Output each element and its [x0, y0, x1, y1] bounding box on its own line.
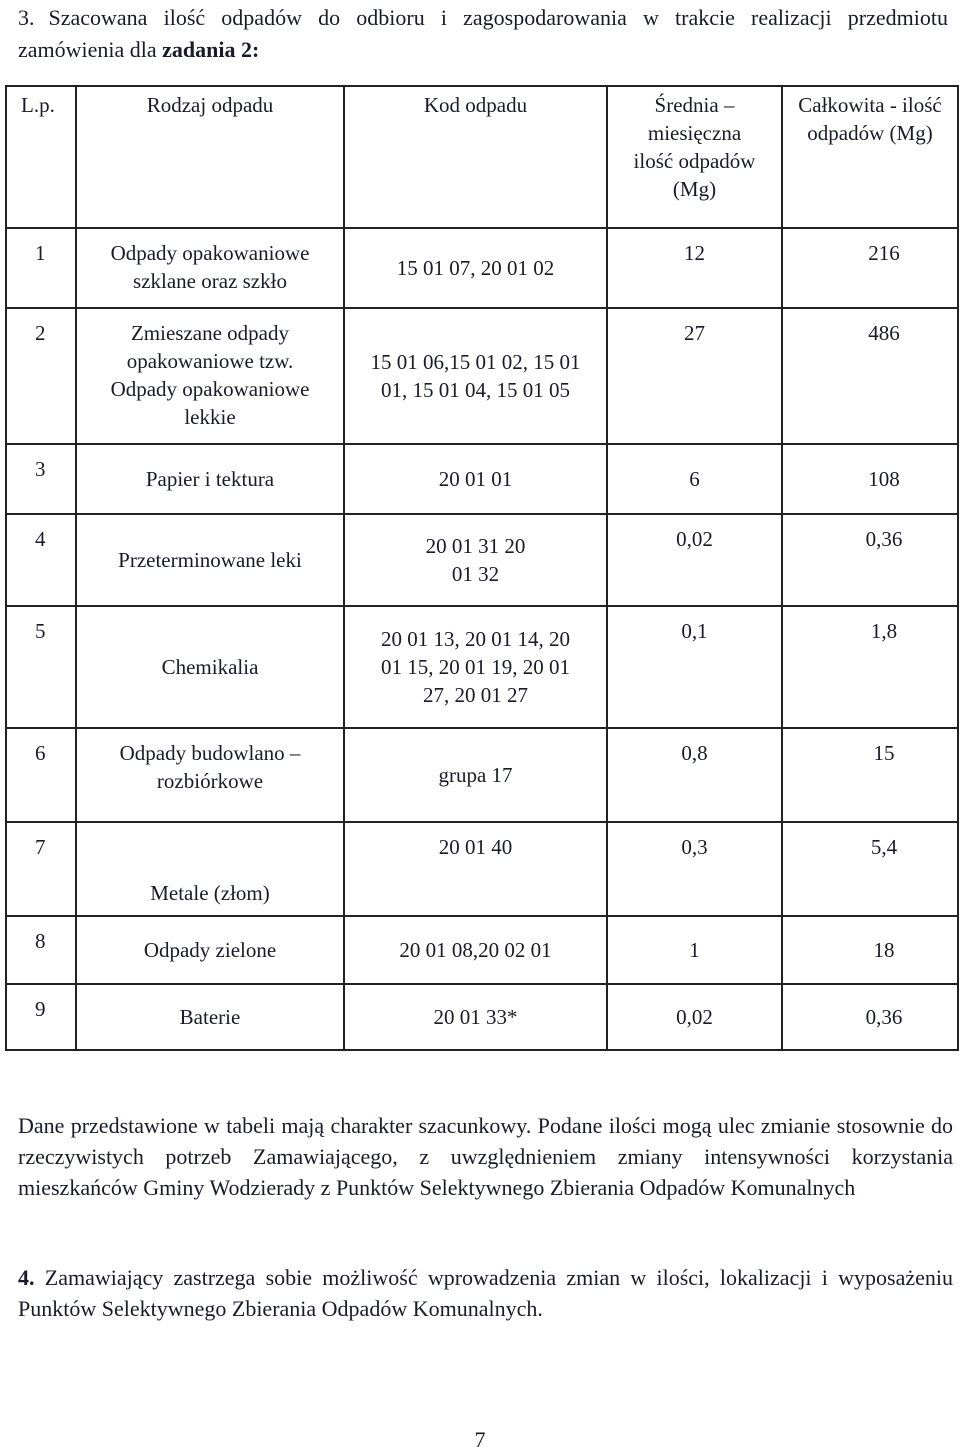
cell-monthly: 6: [607, 444, 782, 514]
header-monthly: Średnia – miesięczna ilość odpadów (Mg): [607, 86, 782, 228]
cell-total: 15: [782, 728, 958, 822]
waste-table: [5, 85, 959, 1051]
cell-lp: 9: [6, 984, 76, 1050]
header-total: Całkowita - ilość odpadów (Mg): [782, 86, 958, 228]
section-number: 3.: [18, 5, 35, 30]
cell-type: Przeterminowane leki: [76, 514, 344, 606]
cell-monthly: 27: [607, 308, 782, 444]
header-lp: L.p.: [6, 86, 76, 228]
cell-type: Papier i tektura: [76, 444, 344, 514]
page-number: 7: [474, 1427, 486, 1452]
cell-lp: 4: [6, 514, 76, 606]
cell-type: Baterie: [76, 984, 344, 1050]
cell-total: 18: [782, 916, 958, 984]
table-header-row: [6, 86, 958, 228]
table-row: [6, 728, 958, 822]
cell-type: Odpady zielone: [76, 916, 344, 984]
cell-code: 20 01 33*: [344, 984, 607, 1050]
cell-monthly: 1: [607, 916, 782, 984]
cell-lp: 6: [6, 728, 76, 822]
cell-lp: 5: [6, 606, 76, 728]
table-row: [6, 444, 958, 514]
cell-code: 20 01 01: [344, 444, 607, 514]
section-4-number: 4.: [18, 1265, 35, 1290]
table-row: [6, 308, 958, 444]
cell-code: 20 01 40: [344, 822, 607, 916]
cell-total: 486: [782, 308, 958, 444]
table-row: [6, 822, 958, 916]
section-title-bold: zadania 2:: [162, 37, 260, 62]
section-heading: [18, 2, 948, 66]
cell-monthly: 0,02: [607, 984, 782, 1050]
table-row: [6, 984, 958, 1050]
header-code: Kod odpadu: [344, 86, 607, 228]
cell-type: Odpady opakowaniowe szklane oraz szkło: [76, 228, 344, 308]
cell-lp: 2: [6, 308, 76, 444]
section-title-text: Szacowana ilość odpadów do odbioru i zagospodarowania w trakcie realizacji przedmiotu zamówienia dla: [18, 5, 948, 62]
table-row: [6, 916, 958, 984]
cell-type: Chemikalia: [76, 606, 344, 728]
cell-total: 108: [782, 444, 958, 514]
cell-code: 15 01 07, 20 01 02: [344, 228, 607, 308]
cell-code: 20 01 08,20 02 01: [344, 916, 607, 984]
section-4: [18, 1262, 953, 1324]
cell-code: 20 01 13, 20 01 14, 20 01 15, 20 01 19, 20 01 27, 20 01 27: [344, 606, 607, 728]
cell-code: 15 01 06,15 01 02, 15 01 01, 15 01 04, 15 01 05: [344, 308, 607, 444]
header-type: Rodzaj odpadu: [76, 86, 344, 228]
cell-code: grupa 17: [344, 728, 607, 822]
table-row: [6, 228, 958, 308]
cell-monthly: 0,3: [607, 822, 782, 916]
cell-total: 0,36: [782, 514, 958, 606]
cell-monthly: 0,02: [607, 514, 782, 606]
estimate-note: Dane przedstawione w tabeli mają charakter szacunkowy. Podane ilości mogą ulec zmianie stosownie do rzeczywistych potrzeb Zamawiającego, z uwzględnieniem zmiany intensywności korzystania mieszkańców Gminy Wodzierady z Punktów Selektywnego Zbierania Odpadów Komunalnych: [18, 1113, 953, 1200]
cell-monthly: 0,1: [607, 606, 782, 728]
cell-monthly: 0,8: [607, 728, 782, 822]
table-row: [6, 606, 958, 728]
cell-total: 5,4: [782, 822, 958, 916]
cell-lp: 1: [6, 228, 76, 308]
cell-monthly: 12: [607, 228, 782, 308]
cell-lp: 7: [6, 822, 76, 916]
section-4-text: Zamawiający zastrzega sobie możliwość wprowadzenia zmian w ilości, lokalizacji i wyposażeniu Punktów Selektywnego Zbierania Odpadów Komunalnych.: [18, 1265, 954, 1321]
cell-total: 0,36: [782, 984, 958, 1050]
cell-lp: 3: [6, 444, 76, 514]
cell-type: Odpady budowlano – rozbiórkowe: [76, 728, 344, 822]
cell-type: Zmieszane odpady opakowaniowe tzw. Odpady opakowaniowe lekkie: [76, 308, 344, 444]
cell-lp: 8: [6, 916, 76, 984]
cell-total: 216: [782, 228, 958, 308]
cell-code: 20 01 31 20 01 32: [344, 514, 607, 606]
cell-type: Metale (złom): [76, 822, 344, 916]
table-row: [6, 514, 958, 606]
cell-total: 1,8: [782, 606, 958, 728]
